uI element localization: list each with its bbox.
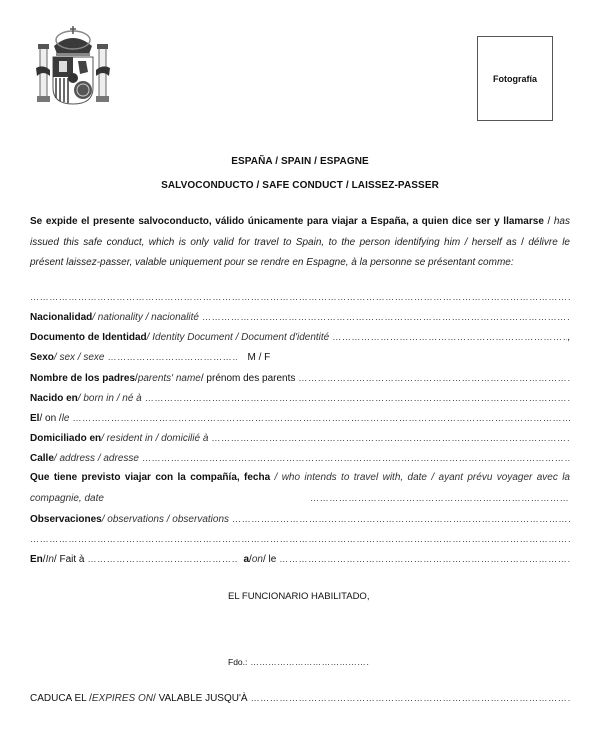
place-label: En <box>30 554 43 565</box>
date-label-english: on <box>251 554 263 565</box>
identity-document-row <box>30 330 570 345</box>
date-label-french: / le <box>262 554 277 565</box>
signature-row <box>228 657 370 667</box>
born-on-row <box>30 411 570 426</box>
parents-label-french: / prénom des parents <box>200 373 296 384</box>
date-field[interactable] <box>279 552 570 566</box>
identity-document-field[interactable] <box>332 330 567 344</box>
nationality-row <box>30 310 570 325</box>
street-row <box>30 451 570 466</box>
expiry-label-french: / VALABLE JUSQU'À <box>153 693 248 704</box>
born-on-label: El <box>30 413 40 424</box>
place-date-row <box>30 552 570 567</box>
resident-in-field[interactable] <box>211 431 570 445</box>
place-separator: / <box>42 554 46 565</box>
country-heading: ESPAÑA / SPAIN / ESPAGNE <box>231 156 369 167</box>
photo-label: Fotografía <box>493 73 537 84</box>
born-on-separator: / on / <box>39 413 62 424</box>
observations-label-translations: / observations / observations <box>101 514 230 525</box>
resident-in-label: Domiciliado en <box>30 433 102 444</box>
expiry-row <box>30 691 570 706</box>
signature-field[interactable] <box>250 657 370 667</box>
sex-label: Sexo <box>30 352 54 363</box>
date-label: a <box>243 554 250 565</box>
sex-field[interactable] <box>107 350 237 364</box>
observations-row <box>30 512 570 527</box>
parents-label-english: parents' name <box>137 373 201 384</box>
place-label-french: / Fait à <box>53 554 85 565</box>
intro-paragraph <box>30 212 570 274</box>
name-row <box>30 290 570 304</box>
signing-official-title: EL FUNCIONARIO HABILITADO, <box>228 591 370 602</box>
sex-label-translations: / sex / sexe <box>53 352 105 363</box>
born-in-field[interactable] <box>145 391 570 405</box>
date-separator: / <box>249 554 252 565</box>
travel-company-field[interactable] <box>310 491 570 505</box>
parents-label: Nombre de los padres <box>30 373 136 384</box>
born-in-label: Nacido en <box>30 393 78 404</box>
observations-field[interactable] <box>232 512 570 526</box>
resident-in-label-translations: / resident in / domicilié à <box>101 433 209 444</box>
identity-document-label: Documento de Identidad <box>30 332 147 343</box>
nationality-label-translations: / nationality / nacionalité <box>92 312 199 323</box>
observations-extra-field[interactable] <box>30 532 570 546</box>
place-label-english: In <box>45 554 54 565</box>
photo-placeholder-box[interactable] <box>477 36 553 121</box>
expiry-label-english: EXPIRES ON <box>91 693 154 704</box>
expiry-label-spanish: CADUCA EL / <box>30 693 92 704</box>
sex-row <box>30 350 290 365</box>
born-in-label-translations: / born in / né à <box>77 393 142 404</box>
born-on-field[interactable] <box>73 411 571 425</box>
parents-field[interactable] <box>298 371 570 385</box>
identity-document-comma: , <box>567 332 570 343</box>
observations-label: Observaciones <box>30 514 102 525</box>
place-field[interactable] <box>87 552 237 566</box>
born-in-row <box>30 391 570 406</box>
intro-english: has issued this safe conduct, which is only valid for travel to Spain, to the person identifying him / herself as <box>30 216 570 248</box>
document-title: SALVOCONDUCTO / SAFE CONDUCT / LAISSEZ-PASSER <box>161 180 439 191</box>
name-field[interactable] <box>30 290 570 304</box>
resident-in-row <box>30 431 570 446</box>
street-label: Calle <box>30 453 54 464</box>
spain-coat-of-arms-logo <box>34 26 112 108</box>
intro-spanish: Se expide el presente salvoconducto, válido únicamente para viajar a España, a quien dice ser y llamarse <box>30 216 544 227</box>
signed-label: Fdo.: <box>228 657 248 667</box>
travel-company-field-row <box>310 491 570 505</box>
intro-separator: / <box>516 236 529 248</box>
intro-separator: / <box>543 216 554 227</box>
street-field[interactable] <box>142 451 570 465</box>
parents-row <box>30 371 570 386</box>
identity-document-label-translations: / Identity Document / Document d'identité <box>146 332 330 343</box>
parents-separator: / <box>135 373 138 384</box>
street-label-translations: / address / adresse <box>53 453 139 464</box>
travel-company-label-translations: / who intends to travel with, date / ayant prévu voyager avec la compagnie, date <box>30 472 570 504</box>
travel-company-label: Que tiene previsto viajar con la compañía, fecha <box>30 472 271 483</box>
expiry-field[interactable] <box>251 691 570 705</box>
sex-options[interactable]: M / F <box>247 352 271 363</box>
born-on-label-french: le <box>61 413 70 424</box>
nationality-label: Nacionalidad <box>30 312 93 323</box>
nationality-field[interactable] <box>202 310 570 324</box>
intro-french: délivre le présent laissez-passer, valable uniquement pour se rendre en Espagne, à la personne se présentant comme: <box>30 236 570 268</box>
observations-extra-row <box>30 532 570 546</box>
